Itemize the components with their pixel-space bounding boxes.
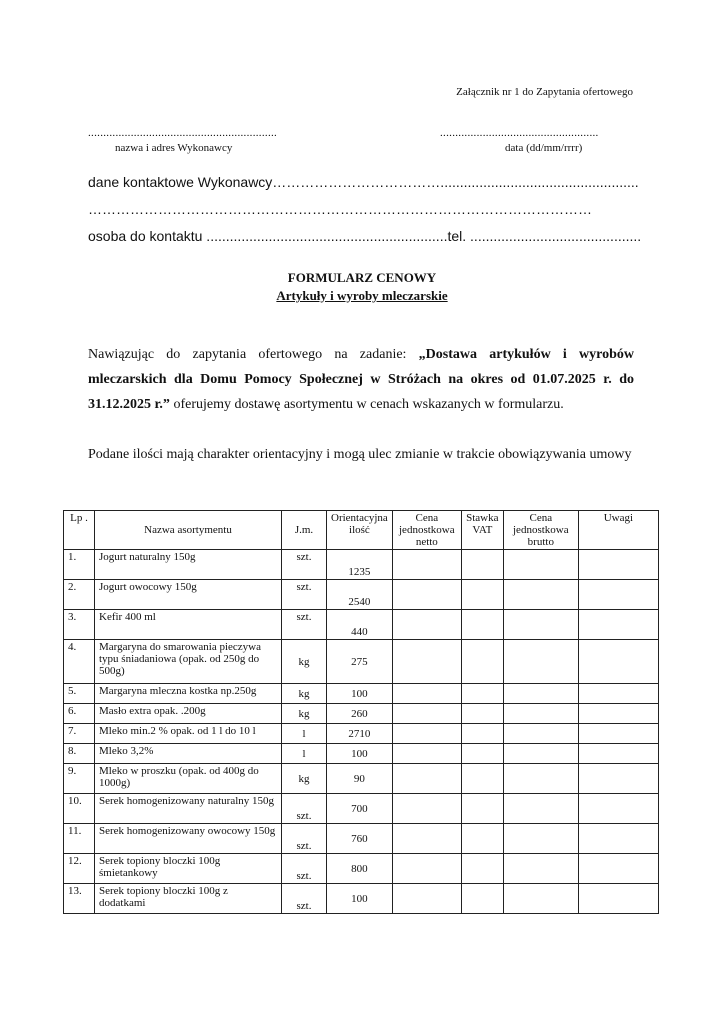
table-row bbox=[64, 764, 659, 794]
cell-gross-price[interactable] bbox=[503, 744, 578, 764]
cell-unit: szt. bbox=[282, 610, 327, 640]
attachment-note: Załącznik nr 1 do Zapytania ofertowego bbox=[456, 86, 633, 98]
cell-name: Serek homogenizowany owocowy 150g bbox=[95, 824, 282, 854]
cell-name: Serek homogenizowany naturalny 150g bbox=[95, 794, 282, 824]
cell-unit: szt. bbox=[282, 580, 327, 610]
cell-vat[interactable] bbox=[461, 824, 503, 854]
cell-qty: 260 bbox=[327, 704, 393, 724]
cell-name: Margaryna mleczna kostka np.250g bbox=[95, 684, 282, 704]
cell-lp: 6. bbox=[64, 704, 95, 724]
cell-qty: 760 bbox=[327, 824, 393, 854]
cell-gross-price[interactable] bbox=[503, 640, 578, 684]
cell-gross-price[interactable] bbox=[503, 580, 578, 610]
cell-net-price[interactable] bbox=[392, 794, 461, 824]
cell-lp: 10. bbox=[64, 794, 95, 824]
cell-vat[interactable] bbox=[461, 744, 503, 764]
cell-name: Jogurt naturalny 150g bbox=[95, 550, 282, 580]
contractor-name-field[interactable]: .............................................................. bbox=[88, 127, 278, 139]
cell-vat[interactable] bbox=[461, 724, 503, 744]
cell-lp: 2. bbox=[64, 580, 95, 610]
cell-net-price[interactable] bbox=[392, 704, 461, 724]
intro-paragraph bbox=[88, 342, 634, 417]
table-row bbox=[64, 884, 659, 914]
cell-name: Mleko 3,2% bbox=[95, 744, 282, 764]
cell-notes[interactable] bbox=[578, 640, 658, 684]
cell-vat[interactable] bbox=[461, 854, 503, 884]
cell-name: Serek topiony bloczki 100g śmietankowy bbox=[95, 854, 282, 884]
cell-qty: 2710 bbox=[327, 724, 393, 744]
cell-lp: 1. bbox=[64, 550, 95, 580]
cell-net-price[interactable] bbox=[392, 824, 461, 854]
cell-lp: 9. bbox=[64, 764, 95, 794]
cell-vat[interactable] bbox=[461, 704, 503, 724]
intro-outro-text: oferujemy dostawę asortymentu w cenach wskazanych w formularzu. bbox=[169, 397, 564, 412]
cell-net-price[interactable] bbox=[392, 764, 461, 794]
cell-net-price[interactable] bbox=[392, 640, 461, 684]
cell-notes[interactable] bbox=[578, 580, 658, 610]
quantity-note-paragraph: Podane ilości mają charakter orientacyjny i mogą ulec zmianie w trakcie obowiązywania umowy bbox=[88, 447, 632, 462]
col-header-notes: Uwagi bbox=[578, 511, 658, 550]
cell-vat[interactable] bbox=[461, 684, 503, 704]
cell-gross-price[interactable] bbox=[503, 794, 578, 824]
cell-gross-price[interactable] bbox=[503, 684, 578, 704]
cell-gross-price[interactable] bbox=[503, 724, 578, 744]
cell-notes[interactable] bbox=[578, 610, 658, 640]
cell-qty: 1235 bbox=[327, 550, 393, 580]
cell-net-price[interactable] bbox=[392, 580, 461, 610]
contact-details-line-2[interactable]: ……………………………………………………………………………………………… bbox=[88, 201, 592, 217]
table-row bbox=[64, 704, 659, 724]
cell-notes[interactable] bbox=[578, 550, 658, 580]
date-field[interactable]: .................................................... bbox=[440, 127, 599, 139]
cell-qty: 440 bbox=[327, 610, 393, 640]
cell-notes[interactable] bbox=[578, 884, 658, 914]
cell-name: Mleko w proszku (opak. od 400g do 1000g) bbox=[95, 764, 282, 794]
cell-net-price[interactable] bbox=[392, 744, 461, 764]
cell-gross-price[interactable] bbox=[503, 854, 578, 884]
date-caption: data (dd/mm/rrrr) bbox=[505, 142, 583, 154]
cell-notes[interactable] bbox=[578, 744, 658, 764]
cell-unit: l bbox=[282, 724, 327, 744]
cell-net-price[interactable] bbox=[392, 884, 461, 914]
table-row bbox=[64, 744, 659, 764]
table-row bbox=[64, 794, 659, 824]
cell-qty: 100 bbox=[327, 884, 393, 914]
price-table bbox=[63, 510, 659, 914]
cell-unit: kg bbox=[282, 640, 327, 684]
cell-net-price[interactable] bbox=[392, 610, 461, 640]
cell-name: Serek topiony bloczki 100g z dodatkami bbox=[95, 884, 282, 914]
cell-name: Mleko min.2 % opak. od 1 l do 10 l bbox=[95, 724, 282, 744]
intro-text: Nawiązując do zapytania ofertowego na zadanie: bbox=[88, 347, 419, 362]
cell-unit: kg bbox=[282, 684, 327, 704]
cell-qty: 275 bbox=[327, 640, 393, 684]
cell-notes[interactable] bbox=[578, 684, 658, 704]
cell-vat[interactable] bbox=[461, 640, 503, 684]
cell-notes[interactable] bbox=[578, 704, 658, 724]
cell-name: Masło extra opak. .200g bbox=[95, 704, 282, 724]
table-row bbox=[64, 684, 659, 704]
cell-name: Margaryna do smarowania pieczywa typu śniadaniowa (opak. od 250g do 500g) bbox=[95, 640, 282, 684]
col-header-qty: Orientacyjna ilość bbox=[327, 511, 393, 550]
cell-lp: 11. bbox=[64, 824, 95, 854]
cell-gross-price[interactable] bbox=[503, 824, 578, 854]
cell-vat[interactable] bbox=[461, 610, 503, 640]
cell-net-price[interactable] bbox=[392, 854, 461, 884]
cell-gross-price[interactable] bbox=[503, 550, 578, 580]
form-subtitle: Artykuły i wyroby mleczarskie bbox=[276, 288, 448, 303]
table-row bbox=[64, 550, 659, 580]
cell-gross-price[interactable] bbox=[503, 610, 578, 640]
cell-qty: 100 bbox=[327, 744, 393, 764]
cell-unit: l bbox=[282, 744, 327, 764]
col-header-gross-price: Cena jednostkowa brutto bbox=[503, 511, 578, 550]
cell-gross-price[interactable] bbox=[503, 884, 578, 914]
table-row bbox=[64, 580, 659, 610]
cell-lp: 7. bbox=[64, 724, 95, 744]
cell-notes[interactable] bbox=[578, 724, 658, 744]
cell-lp: 4. bbox=[64, 640, 95, 684]
cell-lp: 3. bbox=[64, 610, 95, 640]
cell-lp: 12. bbox=[64, 854, 95, 884]
cell-gross-price[interactable] bbox=[503, 764, 578, 794]
table-row bbox=[64, 610, 659, 640]
col-header-name: Nazwa asortymentu bbox=[95, 511, 282, 550]
table-row bbox=[64, 724, 659, 744]
form-title: FORMULARZ CENOWY bbox=[287, 270, 437, 285]
cell-unit: szt. bbox=[282, 794, 327, 824]
table-row bbox=[64, 854, 659, 884]
cell-net-price[interactable] bbox=[392, 684, 461, 704]
cell-qty: 2540 bbox=[327, 580, 393, 610]
cell-unit: szt. bbox=[282, 854, 327, 884]
cell-unit: szt. bbox=[282, 824, 327, 854]
cell-vat[interactable] bbox=[461, 884, 503, 914]
contractor-caption: nazwa i adres Wykonawcy bbox=[115, 142, 233, 154]
task-name: „Dostawa artykułów i wyrobów mleczarskich dla Domu Pomocy Społecznej w Stróżach na okres od 01.07.2025 r. do 31.12.2025 r.” bbox=[88, 347, 634, 412]
contact-person-line[interactable]: osoba do kontaktu ..............................................................tel. ............................................ bbox=[88, 228, 642, 244]
cell-lp: 8. bbox=[64, 744, 95, 764]
cell-vat[interactable] bbox=[461, 794, 503, 824]
table-row bbox=[64, 640, 659, 684]
col-header-unit: J.m. bbox=[282, 511, 327, 550]
cell-name: Kefir 400 ml bbox=[95, 610, 282, 640]
cell-qty: 800 bbox=[327, 854, 393, 884]
cell-notes[interactable] bbox=[578, 824, 658, 854]
col-header-lp: Lp . bbox=[64, 511, 95, 550]
cell-gross-price[interactable] bbox=[503, 704, 578, 724]
cell-qty: 700 bbox=[327, 794, 393, 824]
cell-lp: 5. bbox=[64, 684, 95, 704]
cell-net-price[interactable] bbox=[392, 724, 461, 744]
cell-unit: szt. bbox=[282, 550, 327, 580]
cell-qty: 90 bbox=[327, 764, 393, 794]
cell-notes[interactable] bbox=[578, 764, 658, 794]
cell-unit: szt. bbox=[282, 884, 327, 914]
cell-unit: kg bbox=[282, 704, 327, 724]
table-header-row bbox=[64, 511, 659, 550]
cell-notes[interactable] bbox=[578, 794, 658, 824]
cell-vat[interactable] bbox=[461, 550, 503, 580]
cell-name: Jogurt owocowy 150g bbox=[95, 580, 282, 610]
col-header-net-price: Cena jednostkowa netto bbox=[392, 511, 461, 550]
cell-net-price[interactable] bbox=[392, 550, 461, 580]
cell-lp: 13. bbox=[64, 884, 95, 914]
cell-notes[interactable] bbox=[578, 854, 658, 884]
contact-details-line[interactable]: dane kontaktowe Wykonawcy………………………………................................................... bbox=[88, 174, 639, 190]
col-header-vat: Stawka VAT bbox=[461, 511, 503, 550]
cell-vat[interactable] bbox=[461, 764, 503, 794]
cell-unit: kg bbox=[282, 764, 327, 794]
table-row bbox=[64, 824, 659, 854]
cell-qty: 100 bbox=[327, 684, 393, 704]
cell-vat[interactable] bbox=[461, 580, 503, 610]
